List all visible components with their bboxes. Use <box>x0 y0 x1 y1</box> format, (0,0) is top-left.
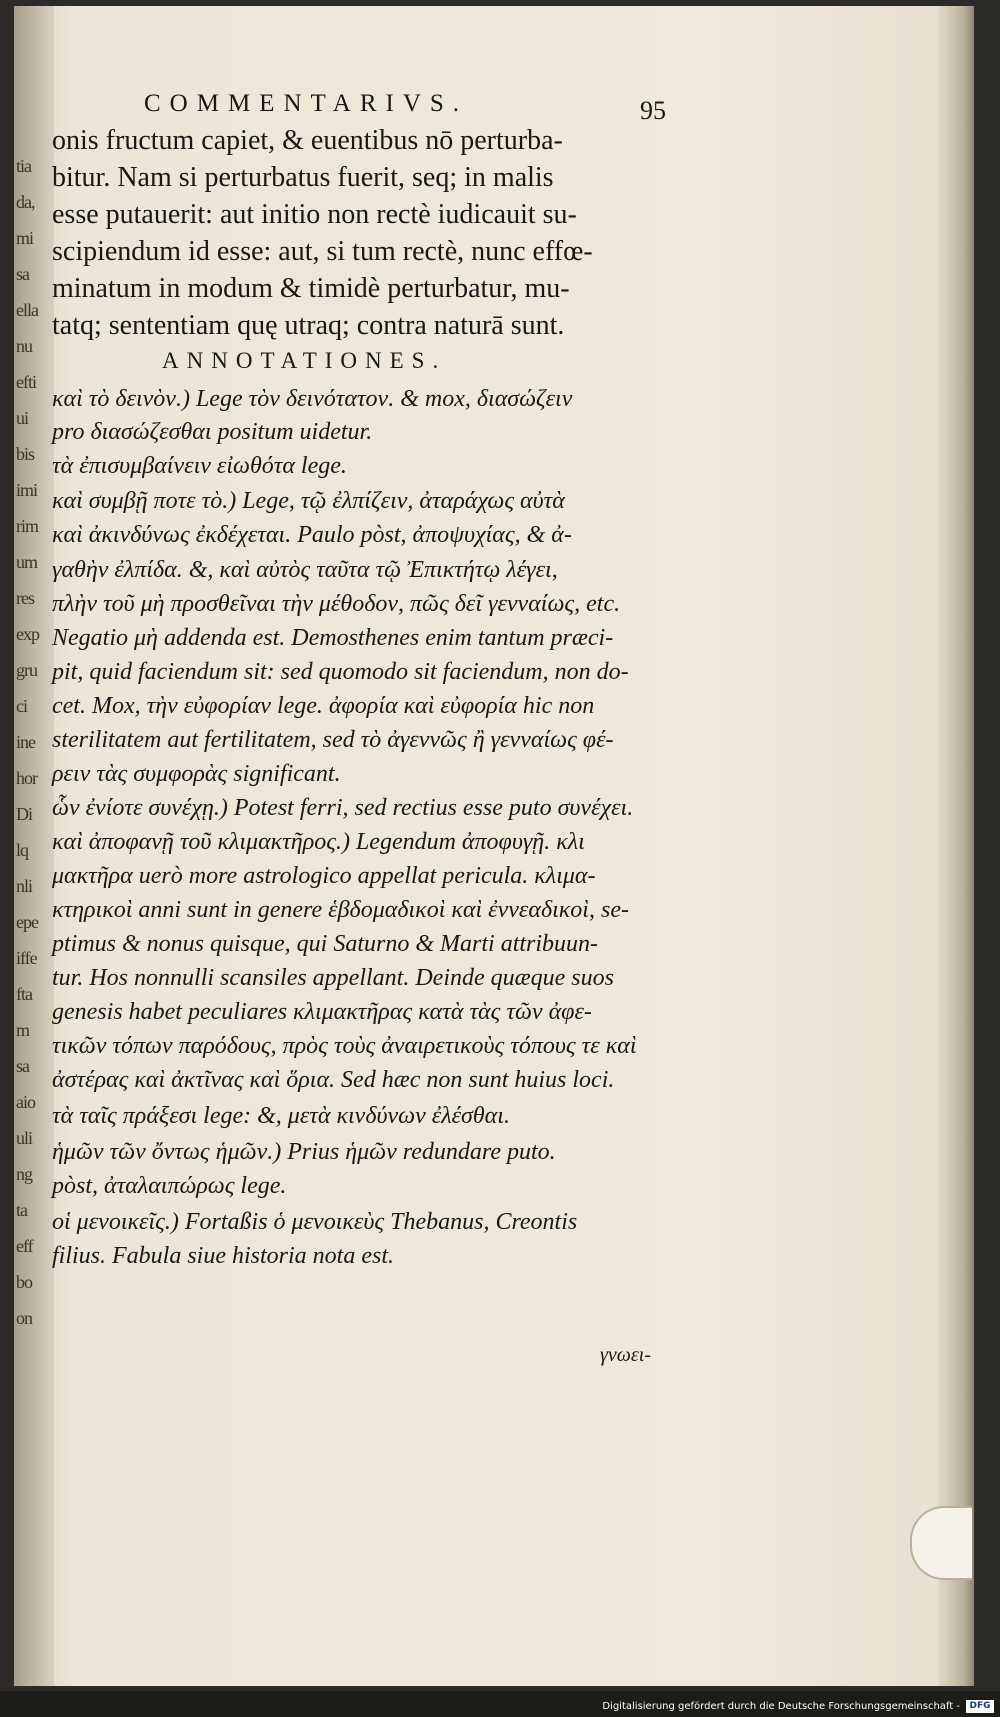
footer-bar <box>0 1691 1000 1717</box>
text-line: minatum in modum & timidè perturbatur, mu- <box>52 273 570 304</box>
annotation-line: ἡμῶν τῶν ὄντως ἡμῶν.) Prius ἡμῶν redundare puto. <box>52 1139 556 1165</box>
margin-fragment: bo <box>16 1272 32 1292</box>
annotation-line: cet. Mox, τὴν εὐφορίαν lege. ἀφορία καὶ εὐφορία hic non <box>52 693 595 719</box>
margin-fragment: iffe <box>16 948 37 968</box>
margin-fragment: eff <box>16 1236 33 1256</box>
annotation-line: καὶ τὸ δεινὸν.) Lege τὸν δεινότατον. & mox, διασώζειν <box>52 386 573 412</box>
margin-fragment: res <box>16 588 34 608</box>
margin-fragment: nu <box>16 336 32 356</box>
book-page <box>14 6 974 1686</box>
annotation-line: κτηρικοὶ anni sunt in genere ἑβδομαδικοὶ καὶ ἐννεαδικοὶ, se- <box>52 897 629 923</box>
annotation-line: τικῶν τόπων παρόδους, πρὸς τοὺς ἀναιρετικοὺς τόπους τε καὶ <box>52 1033 637 1059</box>
margin-fragment: rim <box>16 516 38 536</box>
margin-fragment: tia <box>16 156 31 176</box>
margin-fragment: bis <box>16 444 35 464</box>
annotation-line: Negatio μὴ addenda est. Demosthenes enim tantum præci- <box>52 625 614 651</box>
text-line: scipiendum id esse: aut, si tum rectè, nunc effœ- <box>52 236 593 267</box>
annotation-line: τὰ ἐπισυμβαίνειν εἰωθότα lege. <box>52 453 347 479</box>
annotation-line: καὶ συμβῇ ποτε τὸ.) Lege, τῷ ἐλπίζειν, ἀταράχως αὐτὰ <box>52 488 565 514</box>
annotation-line: tur. Hos nonnulli scansiles appellant. Deinde quæque suos <box>52 965 614 991</box>
margin-fragment: mi <box>16 228 34 248</box>
margin-fragment: aio <box>16 1092 35 1112</box>
annotation-line: filius. Fabula siue historia nota est. <box>52 1243 395 1269</box>
footer-credit: Digitalisierung gefördert durch die Deutsche Forschungsgemeinschaft - <box>602 1701 960 1712</box>
dfg-logo: DFG <box>966 1700 994 1713</box>
margin-fragment: imi <box>16 480 38 500</box>
margin-fragment: Di <box>16 804 32 824</box>
annotation-line: sterilitatem aut fertilitatem, sed τὸ ἀγεννῶς ἢ γενναίως φέ- <box>52 727 614 753</box>
annotation-line: pro διασώζεσθαι positum uidetur. <box>52 419 373 445</box>
margin-fragment: ine <box>16 732 35 752</box>
annotations-heading: ANNOTATIONES. <box>162 348 447 373</box>
margin-fragment: lq <box>16 840 29 860</box>
margin-fragment: exp <box>16 624 39 644</box>
margin-fragment: sa <box>16 264 29 284</box>
margin-fragment: efti <box>16 372 36 392</box>
text-line: bitur. Nam si perturbatus fuerit, seq; in malis <box>52 162 554 193</box>
annotation-line: ptimus & nonus quisque, qui Saturno & Marti attribuun- <box>52 931 599 957</box>
margin-fragment: on <box>16 1308 32 1328</box>
margin-fragment: nli <box>16 876 33 896</box>
annotation-line: τὰ ταῖς πράξεσι lege: &, μετὰ κινδύνων ἐλέσθαι. <box>52 1103 510 1129</box>
margin-fragment: ng <box>16 1164 32 1184</box>
margin-fragment: ci <box>16 696 27 716</box>
page-tab-bottom <box>910 1506 972 1580</box>
running-title: COMMENTARIVS. <box>144 90 469 117</box>
annotation-line: καὶ ἀποφανῇ τοῦ κλιμακτῆρος.) Legendum ἀποφυγῇ. κλι <box>52 829 585 855</box>
annotation-line: pit, quid faciendum sit: sed quomodo sit faciendum, non do- <box>52 659 629 685</box>
margin-fragment: uli <box>16 1128 33 1148</box>
text-line: onis fructum capiet, & euentibus nō perturba- <box>52 125 563 156</box>
margin-fragment: gru <box>16 660 37 680</box>
annotation-line: ἀστέρας καὶ ἀκτῖνας καὶ ὅρια. Sed hæc non sunt huius loci. <box>52 1067 615 1093</box>
margin-fragment: ella <box>16 300 38 320</box>
page-number: 95 <box>640 96 666 125</box>
annotation-line: ρειν τὰς συμφορὰς significant. <box>52 761 341 787</box>
catchword: γνωει- <box>600 1344 651 1366</box>
annotation-line: μακτῆρα uerò more astrologico appellat pericula. κλιμα- <box>52 863 596 889</box>
annotation-line: genesis habet peculiares κλιμακτῆρας κατὰ τὰς τῶν ἀφε- <box>52 999 592 1025</box>
annotation-line: οἱ μενοικεῖς.) Fortaßis ὁ μενοικεὺς Thebanus, Creontis <box>52 1209 578 1235</box>
annotation-line: pòst, ἀταλαιπώρως lege. <box>52 1173 287 1199</box>
annotation-line: πλὴν τοῦ μὴ προσθεῖναι τὴν μέθοδον, πῶς δεῖ γενναίως, etc. <box>52 591 621 617</box>
margin-fragment: hor <box>16 768 37 788</box>
margin-fragment: ui <box>16 408 29 428</box>
margin-fragment: fta <box>16 984 32 1004</box>
margin-fragment: da, <box>16 192 35 212</box>
annotation-line: καὶ ἀκινδύνως ἐκδέχεται. Paulo pòst, ἀποψυχίας, & ἀ- <box>52 522 572 548</box>
margin-fragment: m <box>16 1020 30 1040</box>
margin-fragment: ta <box>16 1200 27 1220</box>
annotation-line: γαθὴν ἐλπίδα. &, καὶ αὐτὸς ταῦτα τῷ Ἐπικτήτῳ λέγει, <box>52 557 558 583</box>
page-fore-edge <box>938 6 974 1686</box>
margin-fragment: um <box>16 552 38 572</box>
margin-fragment: epe <box>16 912 38 932</box>
annotation-line: ὧν ἐνίοτε συνέχῃ.) Potest ferri, sed rectius esse puto συνέχει. <box>52 795 634 821</box>
text-line: tatq; sententiam quę utraq; contra naturā sunt. <box>52 310 565 341</box>
margin-fragment: sa <box>16 1056 29 1076</box>
text-line: esse putauerit: aut initio non rectè iudicauit su- <box>52 199 577 230</box>
